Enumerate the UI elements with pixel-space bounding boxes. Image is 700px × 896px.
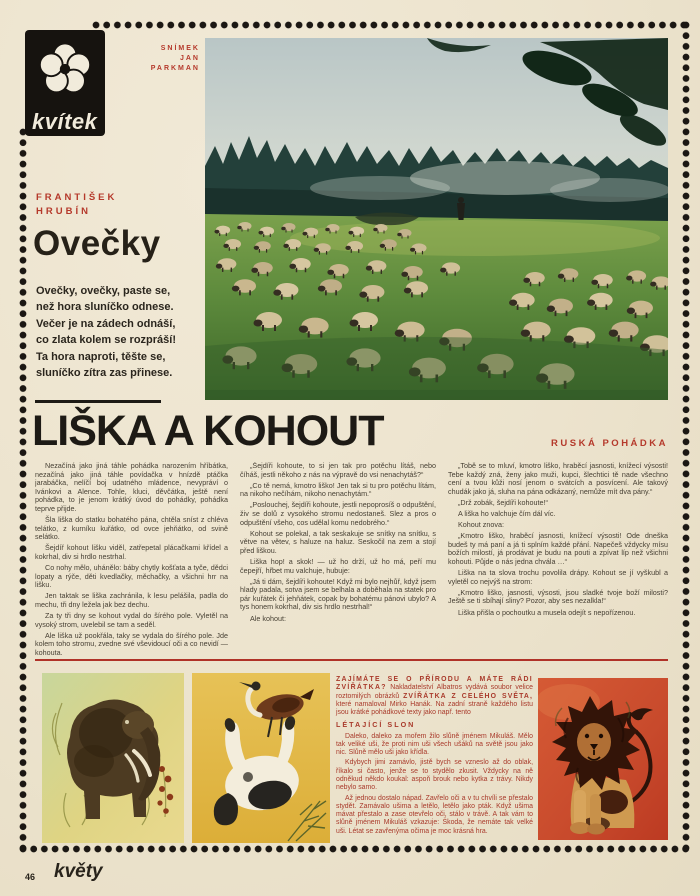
text-line: Liška na ta slova trochu povolila drápy. Kohout se jí vyškubl a vyletěl co nejvýš na strom:	[448, 568, 668, 586]
text-line: Nezačíná jako jiná táhle pohádka narozením hříbátka, nezačíná jako jiná táhle povídačka v hnízdě ptáčka jarabáčka, nelíčí boj udatného mládence, nevypráví o Ivánkovi a Alence. Tohle, kluci, děvčátka, ještě není pohádka, to je jenom krátký úvod do pohádky, pohádka teprve přijde.	[35, 462, 228, 513]
shepherd-figure	[457, 197, 465, 220]
albatros-promo	[336, 676, 533, 838]
lion-illustration	[538, 678, 668, 840]
text-line: Šejdíř kohout lišku viděl, zatřepetal plácačkami křídel a kokrhal, div si hrdlo nestrhal.	[35, 543, 228, 561]
text-line: Šla liška do statku bohatého pána, chtěla sníst z chléva telátko, z kurníku kuřátko, od ovce jehňátko, od svině selátko.	[35, 514, 228, 542]
footer-magazine-logo: květy	[54, 861, 103, 882]
text-line: „Tobě se to mluví, kmotro liško, hraběcí jasnosti, knížecí výsosti! Tebe každý zná, ženy jako muži, kupci, šlechtici tě nade všechno cení a tvou kůži nosí jenom o svátcích a posvícení. Ale takový chudák jako já, sluha na pána odkázaný, nemůže mít dva pány.“	[448, 462, 668, 496]
text-line: „Co tě nemá, kmotro liško! Jen tak si tu pro potěchu lítám, na nikoho nečíhám, nikoho nenachytám.“	[240, 480, 436, 499]
promo-intro-text: které namaloval Mirko Hanák. Na zadní straně každého listu jsou krátké pohádkové texty jako např. tento	[336, 700, 533, 717]
text-line: než hora sluníčko odnese.	[36, 301, 174, 314]
page-number: 46	[25, 872, 36, 882]
poem-title: Ovečky	[33, 224, 161, 263]
text-line: Večer je na zádech odnáší,	[36, 317, 176, 330]
text-line: PARKMAN	[150, 65, 200, 72]
text-line: Ta hora naproti, těšte se,	[36, 350, 166, 363]
text-line: Jen taktak se liška zachránila, k lesu pelášila, padla do mechu, tři dny ležela jak bez dechu.	[35, 591, 228, 609]
text-line: „Kmotro liško, jasnosti, výsosti, jsou sladké tvoje boží milosti? Ještě se ti sbíhají sliny? Pozor, aby ses nezalkla!“	[448, 587, 668, 606]
text-line: Liška hop! a skok! — už ho drží, už ho má, peří mu čepejří, hřbet mu valchuje, hubuje:	[240, 557, 436, 575]
dotted-border-bottom	[19, 845, 690, 853]
text-line: „Já ti dám, šejdíři kohoute! Když mi bylo nejhůř, když jsem hlady padala, sotva jsem se belhala a doběhala na statek pro pár kuřátek či jehňátek, copak by bohatému pánovi ubylo? A tys honem kokrhal, div sis hrdlo nestrhal!“	[240, 576, 436, 612]
text-line: „Drž zobák, šejdíři kohoute!“	[458, 497, 548, 507]
kvitek-logo	[25, 30, 105, 136]
text-line: Daleko, daleko za mořem žilo slůně jménem Mikuláš. Mělo tak veliké uši, že proti nim uši všech ušáků na světě jsou jako nic. Slůně mělo uši jako křídla.	[336, 732, 533, 757]
magazine-logo-text: kvítek	[32, 109, 98, 134]
text-line: SNÍMEK	[160, 45, 200, 52]
story-subtitle: RUSKÁ POHÁDKA	[551, 438, 668, 449]
dotted-border-left	[19, 128, 27, 854]
text-line: „Kmotro liško, hraběcí jasnosti, knížecí výsosti! Ode dneška budeš ty má paní a já ti splním každé přání. Napečeš vždycky mísu božích milostí, já prodávat je budu na pouti a zpívat líp než všichni kohouti. Půjde o nás jedna chvála …“	[448, 531, 668, 566]
story-column-2	[240, 462, 436, 656]
promo-intro-bold: ZAJÍMÁTE SE O PŘÍRODU A MÁTE RÁDI ZVÍŘÁTKA?	[336, 676, 533, 692]
text-line: co zlata kolem se rozpráší!	[36, 334, 176, 347]
promo-heading: LÉTAJÍCÍ SLON	[336, 720, 416, 730]
elephant-illustration	[42, 673, 184, 843]
story-column-1	[35, 462, 228, 656]
text-line: Liška přišla o pochoutku a musela odejít s nepořízenou.	[458, 607, 636, 617]
sheep-flock-photo	[205, 38, 668, 400]
text-line: Kdybych jimi zamávlo, jistě bych se vzneslo až do oblak, říkalo si často, jenže se to stydělo zkusit. Vždycky na ně odněkud někdo koukal: aspoň brouk nebo kytka z trávy. Nikdy nebylo samo.	[336, 759, 533, 792]
text-line: A liška ho valchuje čím dál víc.	[458, 509, 556, 518]
text-line: JAN	[179, 55, 200, 62]
dotted-border-top	[92, 21, 688, 29]
section-divider-rule	[35, 659, 668, 661]
promo-story	[336, 733, 533, 836]
poem-author	[36, 191, 117, 219]
flower-icon	[27, 33, 103, 107]
photo-credit	[128, 44, 200, 74]
promo-series-title: ZVÍŘÁTKA Z CELÉHO SVĚTA,	[403, 692, 533, 700]
story-body	[35, 462, 668, 656]
text-line: Kohout znova:	[458, 520, 504, 530]
dotted-border-right	[682, 21, 690, 854]
text-line: Ale liška už pookřála, taky se vydala do šírého pole. Jde kolem toho stromu, zvedne své vševidoucí oči a co nevidí — kohouta.	[35, 630, 228, 656]
story-column-3	[448, 462, 668, 656]
text-line: „Poslouchej, šejdíři kohoute, jestli nepoprosíš o odpuštění, živ se dolů z vysokého stromu nedostaneš. Slez a pros o odpuštění všeho, cos udělal komu nedobrého.“	[240, 500, 436, 527]
title-rule	[35, 400, 161, 403]
text-line: Za ty tři dny se kohout vydal do šírého pole. Vyletěl na vysoký strom, uvelebil se tam a seděl.	[35, 610, 228, 629]
text-line: Kohout se polekal, a tak seskakuje se snítky na snítku, s větve na větev, s haluze na haluz. Seskočil na zem a stojí před liškou.	[240, 528, 436, 555]
text-line: „Šejdíři kohoute, to si jen tak pro potěchu lítáš, nebo číháš, jestli někoho z nás na výpravě do vsi nenachytáš?“	[240, 462, 436, 479]
text-line: sluníčko zítra zas přinese.	[36, 367, 173, 380]
goat-and-bird-illustration	[192, 673, 330, 843]
text-line: Až jednou dostalo nápad. Zavřelo oči a v tu chvíli se přestalo stydět. Zamávalo ušima a letělo, letělo jako pták. Když ušima mávat přestalo a zase otevřelo oči, stálo v trávě. A tak vám to slůně jménem Mikuláš vzkazuje: Škoda, že nemáte tak velké uši. Létat se zavřenýma očima je moc krásná hra.	[336, 794, 533, 835]
promo-intro	[336, 676, 533, 717]
poem-author-line: HRUBÍN	[36, 206, 91, 217]
text-line: Co nohy mělo, uhánělo: báby chytly košťata a tyče, dědci lopaty a rýče, děti kvedlačky, měchačky, a všichni hrr na lišku.	[35, 562, 228, 590]
poem-author-line: FRANTIŠEK	[36, 192, 118, 203]
poem-text	[36, 283, 208, 381]
promo-intro-text: Nakladatelství Albatros vydává soubor velice roztomilých obrázků	[336, 684, 533, 700]
story-title: LIŠKA A KOHOUT	[32, 407, 384, 455]
text-line: Ovečky, ovečky, paste se,	[36, 285, 171, 297]
text-line: Ale kohout:	[250, 613, 286, 623]
